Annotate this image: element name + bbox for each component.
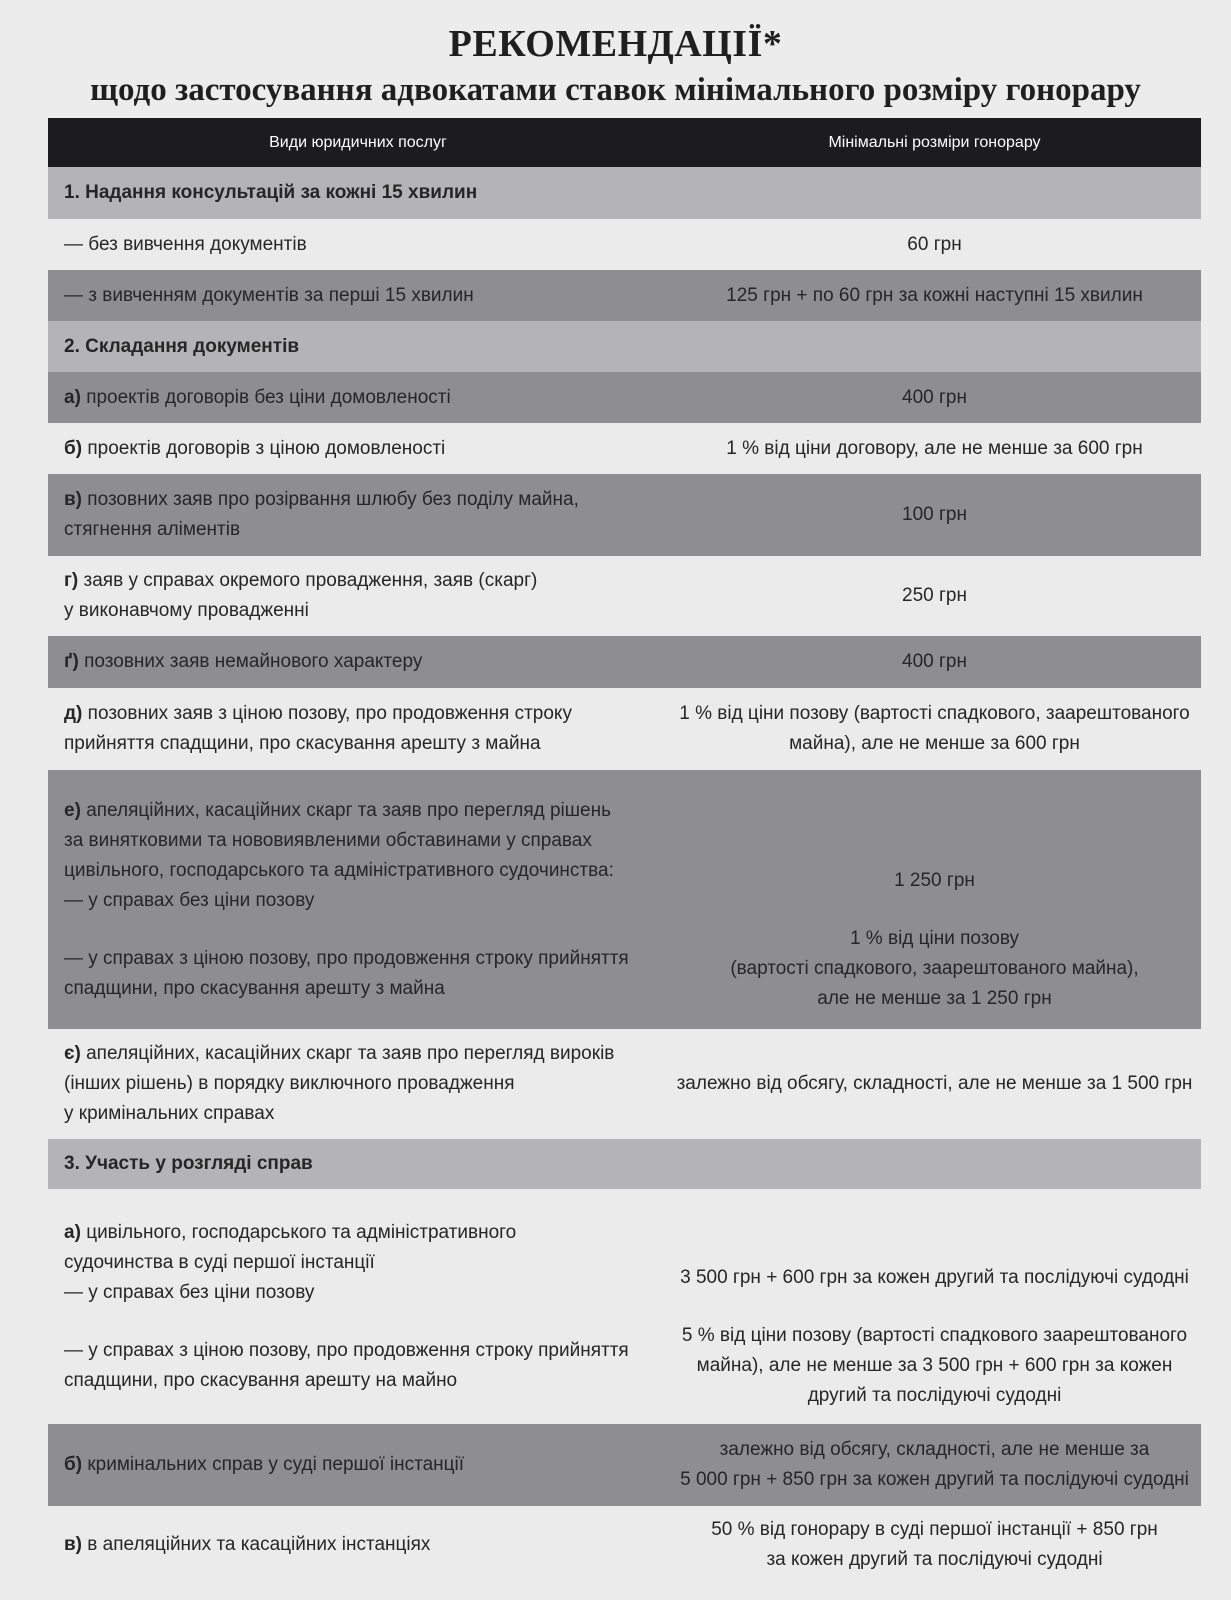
- fee-line: майна), але не менше за 3 500 грн + 600 грн за кожен: [696, 1354, 1173, 1376]
- table-row: [48, 270, 1201, 321]
- fee-line: 1 250 грн: [894, 869, 975, 891]
- header-fees: Мінімальні розміри гонорару: [828, 133, 1041, 151]
- fee-text: [668, 1203, 1201, 1411]
- item-text: цивільного, господарського та адміністративного судочинства:: [64, 859, 614, 881]
- item-text: проектів договорів з ціною домовленості: [87, 437, 446, 459]
- fee-text: 60 грн: [907, 233, 962, 255]
- service-text: [48, 1530, 668, 1560]
- fee-line: другий та послідуючі судодні: [807, 1384, 1062, 1406]
- table-row: [48, 770, 1201, 1029]
- fee-table: [48, 118, 1201, 1584]
- fee-line: 5 % від ціни позову (вартості спадкового заарештованого: [681, 1324, 1188, 1346]
- item-text: судочинства в суді першої інстанції: [64, 1251, 375, 1273]
- item-text: — у справах з ціною позову, про продовження строку прийняття: [64, 947, 629, 969]
- item-text: позовних заяв немайнового характеру: [84, 651, 423, 672]
- section-consultations: [48, 167, 1201, 219]
- spacer: [674, 896, 1195, 924]
- fee-line: 5 000 грн + 850 грн за кожен другий та послідуючі судодні: [680, 1469, 1189, 1490]
- item-text: — у справах без ціни позову: [64, 1281, 315, 1303]
- fee-text: [668, 699, 1201, 759]
- fee-line: за кожен другий та послідуючі судодні: [766, 1549, 1103, 1570]
- fee-line: залежно від обсягу, складності, але не менше за: [719, 1439, 1150, 1460]
- item-letter: г): [64, 570, 79, 591]
- spacer: [64, 916, 668, 944]
- item-text: апеляційних, касаційних скарг та заяв про перегляд вироків: [86, 1043, 615, 1064]
- item-letter: е): [64, 799, 81, 821]
- section-title: 2. Складання документів: [64, 335, 300, 357]
- fee-text: [668, 1515, 1201, 1575]
- service-text: [48, 1450, 668, 1480]
- fee-line: (вартості спадкового, заарештованого майна),: [730, 957, 1139, 979]
- table-header: [48, 118, 1201, 167]
- service-text: [48, 566, 668, 626]
- item-text: апеляційних, касаційних скарг та заяв про перегляд рішень: [86, 799, 611, 821]
- item-text: за винятковими та нововиявленими обставинами у справах: [64, 829, 592, 851]
- item-text: цивільного, господарського та адміністративного: [86, 1221, 517, 1243]
- item-text: в апеляційних та касаційних інстанціях: [87, 1534, 431, 1555]
- fee-text: 125 грн + по 60 грн за кожні наступні 15 хвилин: [726, 284, 1143, 306]
- service-text: [48, 647, 668, 677]
- fee-text: [668, 786, 1201, 1014]
- table-row: [48, 372, 1201, 423]
- service-text: [48, 1218, 668, 1396]
- spacer: [674, 1293, 1195, 1321]
- fee-text: [668, 1435, 1201, 1495]
- service-text: [48, 485, 668, 545]
- fee-text: 400 грн: [902, 386, 967, 408]
- table-row: [48, 1424, 1201, 1506]
- table-row: [48, 423, 1201, 474]
- fee-text: залежно від обсягу, складності, але не менше за 1 500 грн: [676, 1073, 1193, 1094]
- fee-line: 3 500 грн + 600 грн за кожен другий та послідуючі судодні: [680, 1266, 1189, 1288]
- item-text: проектів договорів без ціни домовленості: [86, 386, 451, 408]
- item-text: у кримінальних справах: [64, 1103, 275, 1124]
- service-text: — без вивчення документів: [64, 233, 307, 255]
- item-letter: в): [64, 489, 83, 510]
- fee-text: 1 % від ціни договору, але не менше за 600 грн: [726, 437, 1143, 459]
- item-text: заяв у справах окремого провадження, заяв (скарг): [83, 570, 538, 591]
- document-title: РЕКОМЕНДАЦІЇ*: [448, 23, 783, 65]
- item-letter: ґ): [64, 651, 79, 672]
- header-services: Види юридичних послуг: [269, 133, 447, 151]
- item-letter: а): [64, 1221, 81, 1243]
- service-text: [48, 383, 668, 413]
- fee-text: 400 грн: [902, 651, 967, 672]
- fee-line: 1 % від ціни позову: [849, 927, 1020, 949]
- item-text: позовних заяв про розірвання шлюбу без поділу майна,: [87, 489, 579, 510]
- fee-line: 1 % від ціни позову (вартості спадкового, заарештованого: [679, 703, 1190, 724]
- section-documents: [48, 321, 1201, 372]
- section-cases: [48, 1139, 1201, 1189]
- table-row: [48, 1029, 1201, 1139]
- fee-line: але не менше за 1 250 грн: [817, 987, 1052, 1009]
- table-row: [48, 1506, 1201, 1584]
- item-letter: б): [64, 1454, 83, 1475]
- spacer: [64, 1308, 668, 1336]
- item-text: прийняття спадщини, про скасування арешту з майна: [64, 733, 541, 754]
- service-text: [48, 796, 668, 1004]
- table-row: [48, 556, 1201, 636]
- section-title: 3. Участь у розгляді справ: [64, 1153, 313, 1174]
- item-letter: д): [64, 703, 83, 724]
- item-text: спадщини, про скасування арешту з майна: [64, 977, 445, 999]
- item-text: — у справах без ціни позову: [64, 889, 315, 911]
- table-row: [48, 474, 1201, 556]
- item-text: стягнення аліментів: [64, 519, 241, 540]
- item-text: позовних заяв з ціною позову, про продовження строку: [87, 703, 572, 724]
- item-text: — у справах з ціною позову, про продовження строку прийняття: [64, 1339, 629, 1361]
- item-letter: б): [64, 437, 83, 459]
- fee-text: 100 грн: [902, 504, 967, 525]
- table-row: [48, 688, 1201, 770]
- service-text: [48, 434, 668, 464]
- document-subtitle: щодо застосування адвокатами ставок мінімального розміру гонорару: [90, 72, 1141, 108]
- fee-line: майна), але не менше за 600 грн: [789, 733, 1080, 754]
- section-title: 1. Надання консультацій за кожні 15 хвилин: [64, 182, 478, 203]
- item-text: у виконавчому провадженні: [64, 600, 309, 621]
- fee-line: 50 % від гонорару в суді першої інстанції + 850 грн: [711, 1519, 1158, 1540]
- item-text: спадщини, про скасування арешту на майно: [64, 1369, 458, 1391]
- service-text: [48, 699, 668, 759]
- item-text: кримінальних справ у суді першої інстанції: [87, 1454, 465, 1475]
- table-row: [48, 219, 1201, 270]
- table-row: [48, 1189, 1201, 1424]
- item-letter: в): [64, 1534, 83, 1555]
- service-text: — з вивченням документів за перші 15 хвилин: [64, 284, 474, 306]
- fee-text: 250 грн: [902, 585, 967, 606]
- table-row: [48, 636, 1201, 688]
- item-letter: є): [64, 1043, 81, 1064]
- item-text: (інших рішень) в порядку виключного провадження: [64, 1073, 515, 1094]
- service-text: [48, 1039, 668, 1129]
- item-letter: а): [64, 386, 81, 408]
